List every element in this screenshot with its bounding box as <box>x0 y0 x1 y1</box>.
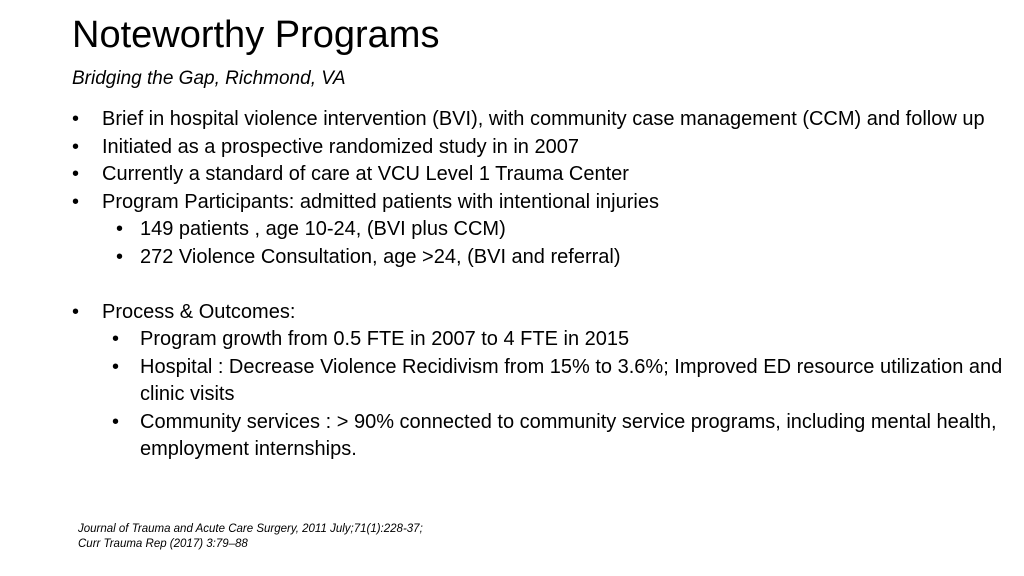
bullet-dot: • <box>72 163 80 185</box>
bullet-dot: • <box>112 410 120 433</box>
sub-bullet-item <box>72 354 1012 409</box>
bullet-item <box>72 134 1012 162</box>
bullet-dot: • <box>116 218 124 240</box>
bullet-text: Brief in hospital violence intervention (BVI), with community case management (CCM) and follow up <box>102 108 985 130</box>
spacer <box>72 271 1012 299</box>
sub-bullet-item <box>72 216 1012 244</box>
bullet-list <box>72 106 1012 464</box>
reference-line: Curr Trauma Rep (2017) 3:79–88 <box>78 538 248 550</box>
sub-bullet-text: Program growth from 0.5 FTE in 2007 to 4 FTE in 2015 <box>140 328 630 350</box>
bullet-dot: • <box>72 190 80 213</box>
sub-bullet-item <box>72 326 1012 354</box>
bullet-text: Program Participants: admitted patients with intentional injuries <box>102 190 659 213</box>
sub-bullet-item <box>72 244 1012 272</box>
sub-bullet-text: 272 Violence Consultation, age >24, (BVI and referral) <box>140 245 621 268</box>
bullet-item <box>72 189 1012 217</box>
bullet-dot: • <box>112 355 120 378</box>
bullet-dot: • <box>72 135 80 158</box>
sub-bullet-text: 149 patients , age 10-24, (BVI plus CCM) <box>140 218 506 240</box>
bullet-dot: • <box>112 328 120 350</box>
bullet-dot: • <box>72 300 80 323</box>
sub-bullet-text: Community services : > 90% connected to community service programs, including mental health, employment internships. <box>140 410 997 460</box>
bullet-dot: • <box>116 245 124 268</box>
slide-subtitle: Bridging the Gap, Richmond, VA <box>72 68 346 89</box>
references <box>78 522 423 552</box>
bullet-item <box>72 161 1012 189</box>
slide-title: Noteworthy Programs <box>72 14 440 56</box>
bullet-text: Currently a standard of care at VCU Level 1 Trauma Center <box>102 163 629 185</box>
bullet-item <box>72 299 1012 327</box>
bullet-item <box>72 106 1012 134</box>
bullet-text: Process & Outcomes: <box>102 300 296 323</box>
bullet-dot: • <box>72 108 80 130</box>
reference-line: Journal of Trauma and Acute Care Surgery, 2011 July;71(1):228-37; <box>78 523 423 535</box>
sub-bullet-item <box>72 409 1012 464</box>
bullet-text: Initiated as a prospective randomized study in in 2007 <box>102 135 579 158</box>
sub-bullet-text: Hospital : Decrease Violence Recidivism from 15% to 3.6%; Improved ED resource utilization and clinic visits <box>140 355 1003 405</box>
